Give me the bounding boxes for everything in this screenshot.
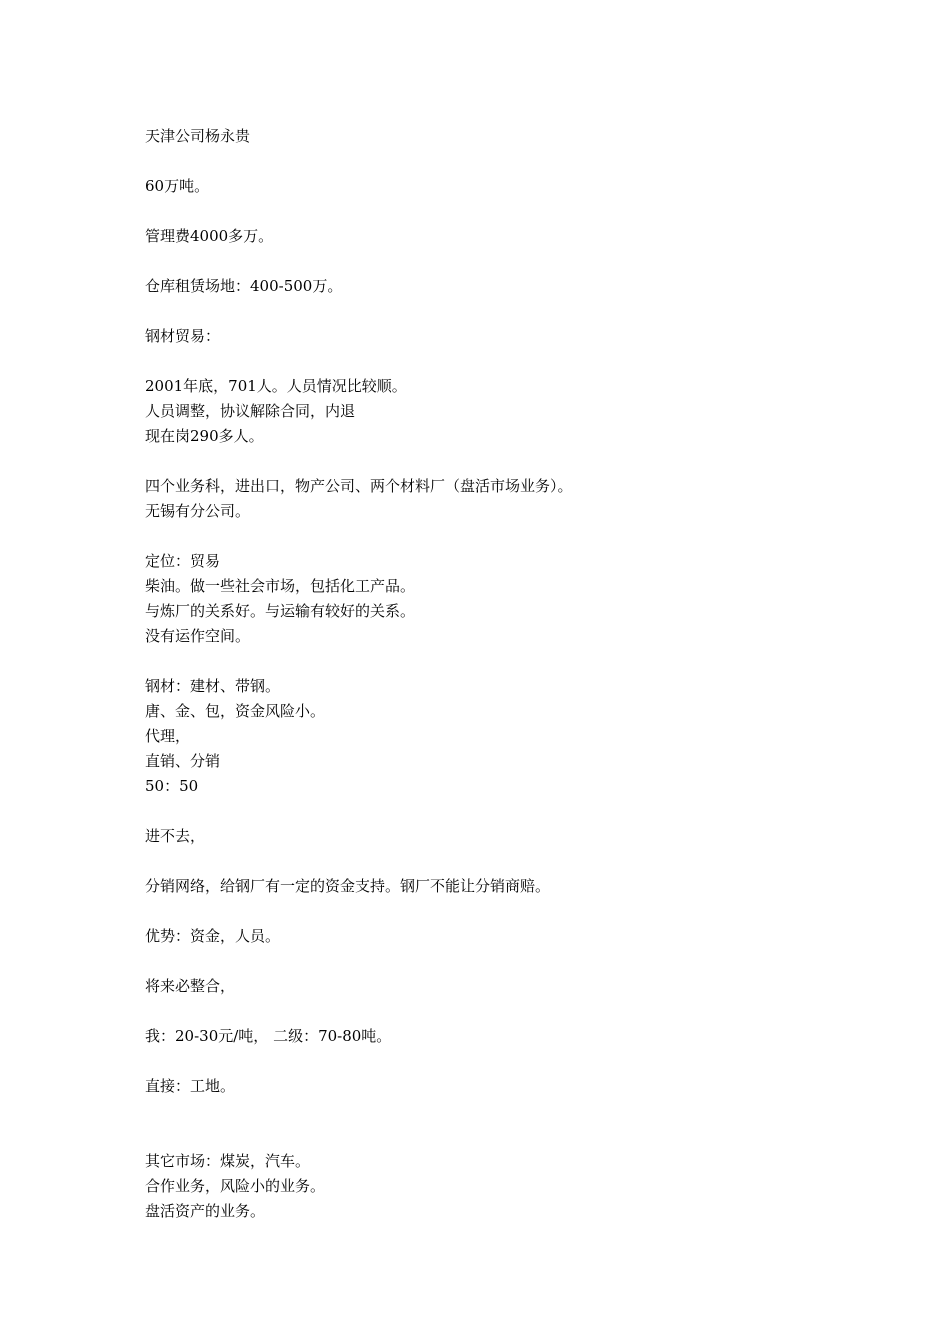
blank-line xyxy=(145,899,845,924)
text-line: 唐、金、包，资金风险小。 xyxy=(145,702,326,720)
text-line: 盘活资产的业务。 xyxy=(145,1202,266,1220)
text-line: 钢材：建材、带钢。 xyxy=(145,677,281,695)
text-line: 其它市场：煤炭，汽车。 xyxy=(145,1152,311,1170)
text-line: 四个业务科，进出口，物产公司、两个材料厂（盘活市场业务）。 xyxy=(145,477,573,495)
text-line: 2001年底，701人。人员情况比较顺。 xyxy=(145,377,407,395)
text-line: 直接：工地。 xyxy=(145,1077,236,1095)
text-line: 现在岗290多人。 xyxy=(145,427,264,445)
text-line: 没有运作空间。 xyxy=(145,627,251,645)
blank-line xyxy=(145,349,845,374)
blank-line xyxy=(145,1049,845,1074)
text-line: 合作业务，风险小的业务。 xyxy=(145,1177,326,1195)
text-line: 60万吨。 xyxy=(145,177,210,195)
text-line: 仓库租赁场地：400-500万。 xyxy=(145,277,343,295)
blank-line xyxy=(145,524,845,549)
blank-line xyxy=(145,199,845,224)
blank-line xyxy=(145,449,845,474)
blank-line xyxy=(145,799,845,824)
text-line: 定位：贸易 xyxy=(145,552,221,570)
blank-line xyxy=(145,249,845,274)
blank-line xyxy=(145,299,845,324)
blank-line xyxy=(145,849,845,874)
text-line: 代理， xyxy=(145,727,191,745)
text-line: 将来必整合， xyxy=(145,977,236,995)
blank-line xyxy=(145,149,845,174)
text-line: 与炼厂的关系好。与运输有较好的关系。 xyxy=(145,602,416,620)
text-line: 优势：资金，人员。 xyxy=(145,927,281,945)
blank-line xyxy=(145,1099,845,1149)
text-line: 钢材贸易： xyxy=(145,327,221,345)
blank-line xyxy=(145,949,845,974)
text-line: 我：20-30元/吨， 二级：70-80吨。 xyxy=(145,1027,392,1045)
blank-line xyxy=(145,999,845,1024)
text-line: 50：50 xyxy=(145,777,199,795)
text-line: 柴油。做一些社会市场，包括化工产品。 xyxy=(145,577,416,595)
document-title: 天津公司杨永贵 xyxy=(145,127,251,145)
text-line: 无锡有分公司。 xyxy=(145,502,251,520)
text-line: 分销网络，给钢厂有一定的资金支持。钢厂不能让分销商赔。 xyxy=(145,877,551,895)
text-line: 人员调整，协议解除合同，内退 xyxy=(145,402,356,420)
text-line: 进不去， xyxy=(145,827,206,845)
document-body xyxy=(145,124,845,1224)
blank-line xyxy=(145,649,845,674)
text-line: 管理费4000多万。 xyxy=(145,227,274,245)
text-line: 直销、分销 xyxy=(145,752,221,770)
